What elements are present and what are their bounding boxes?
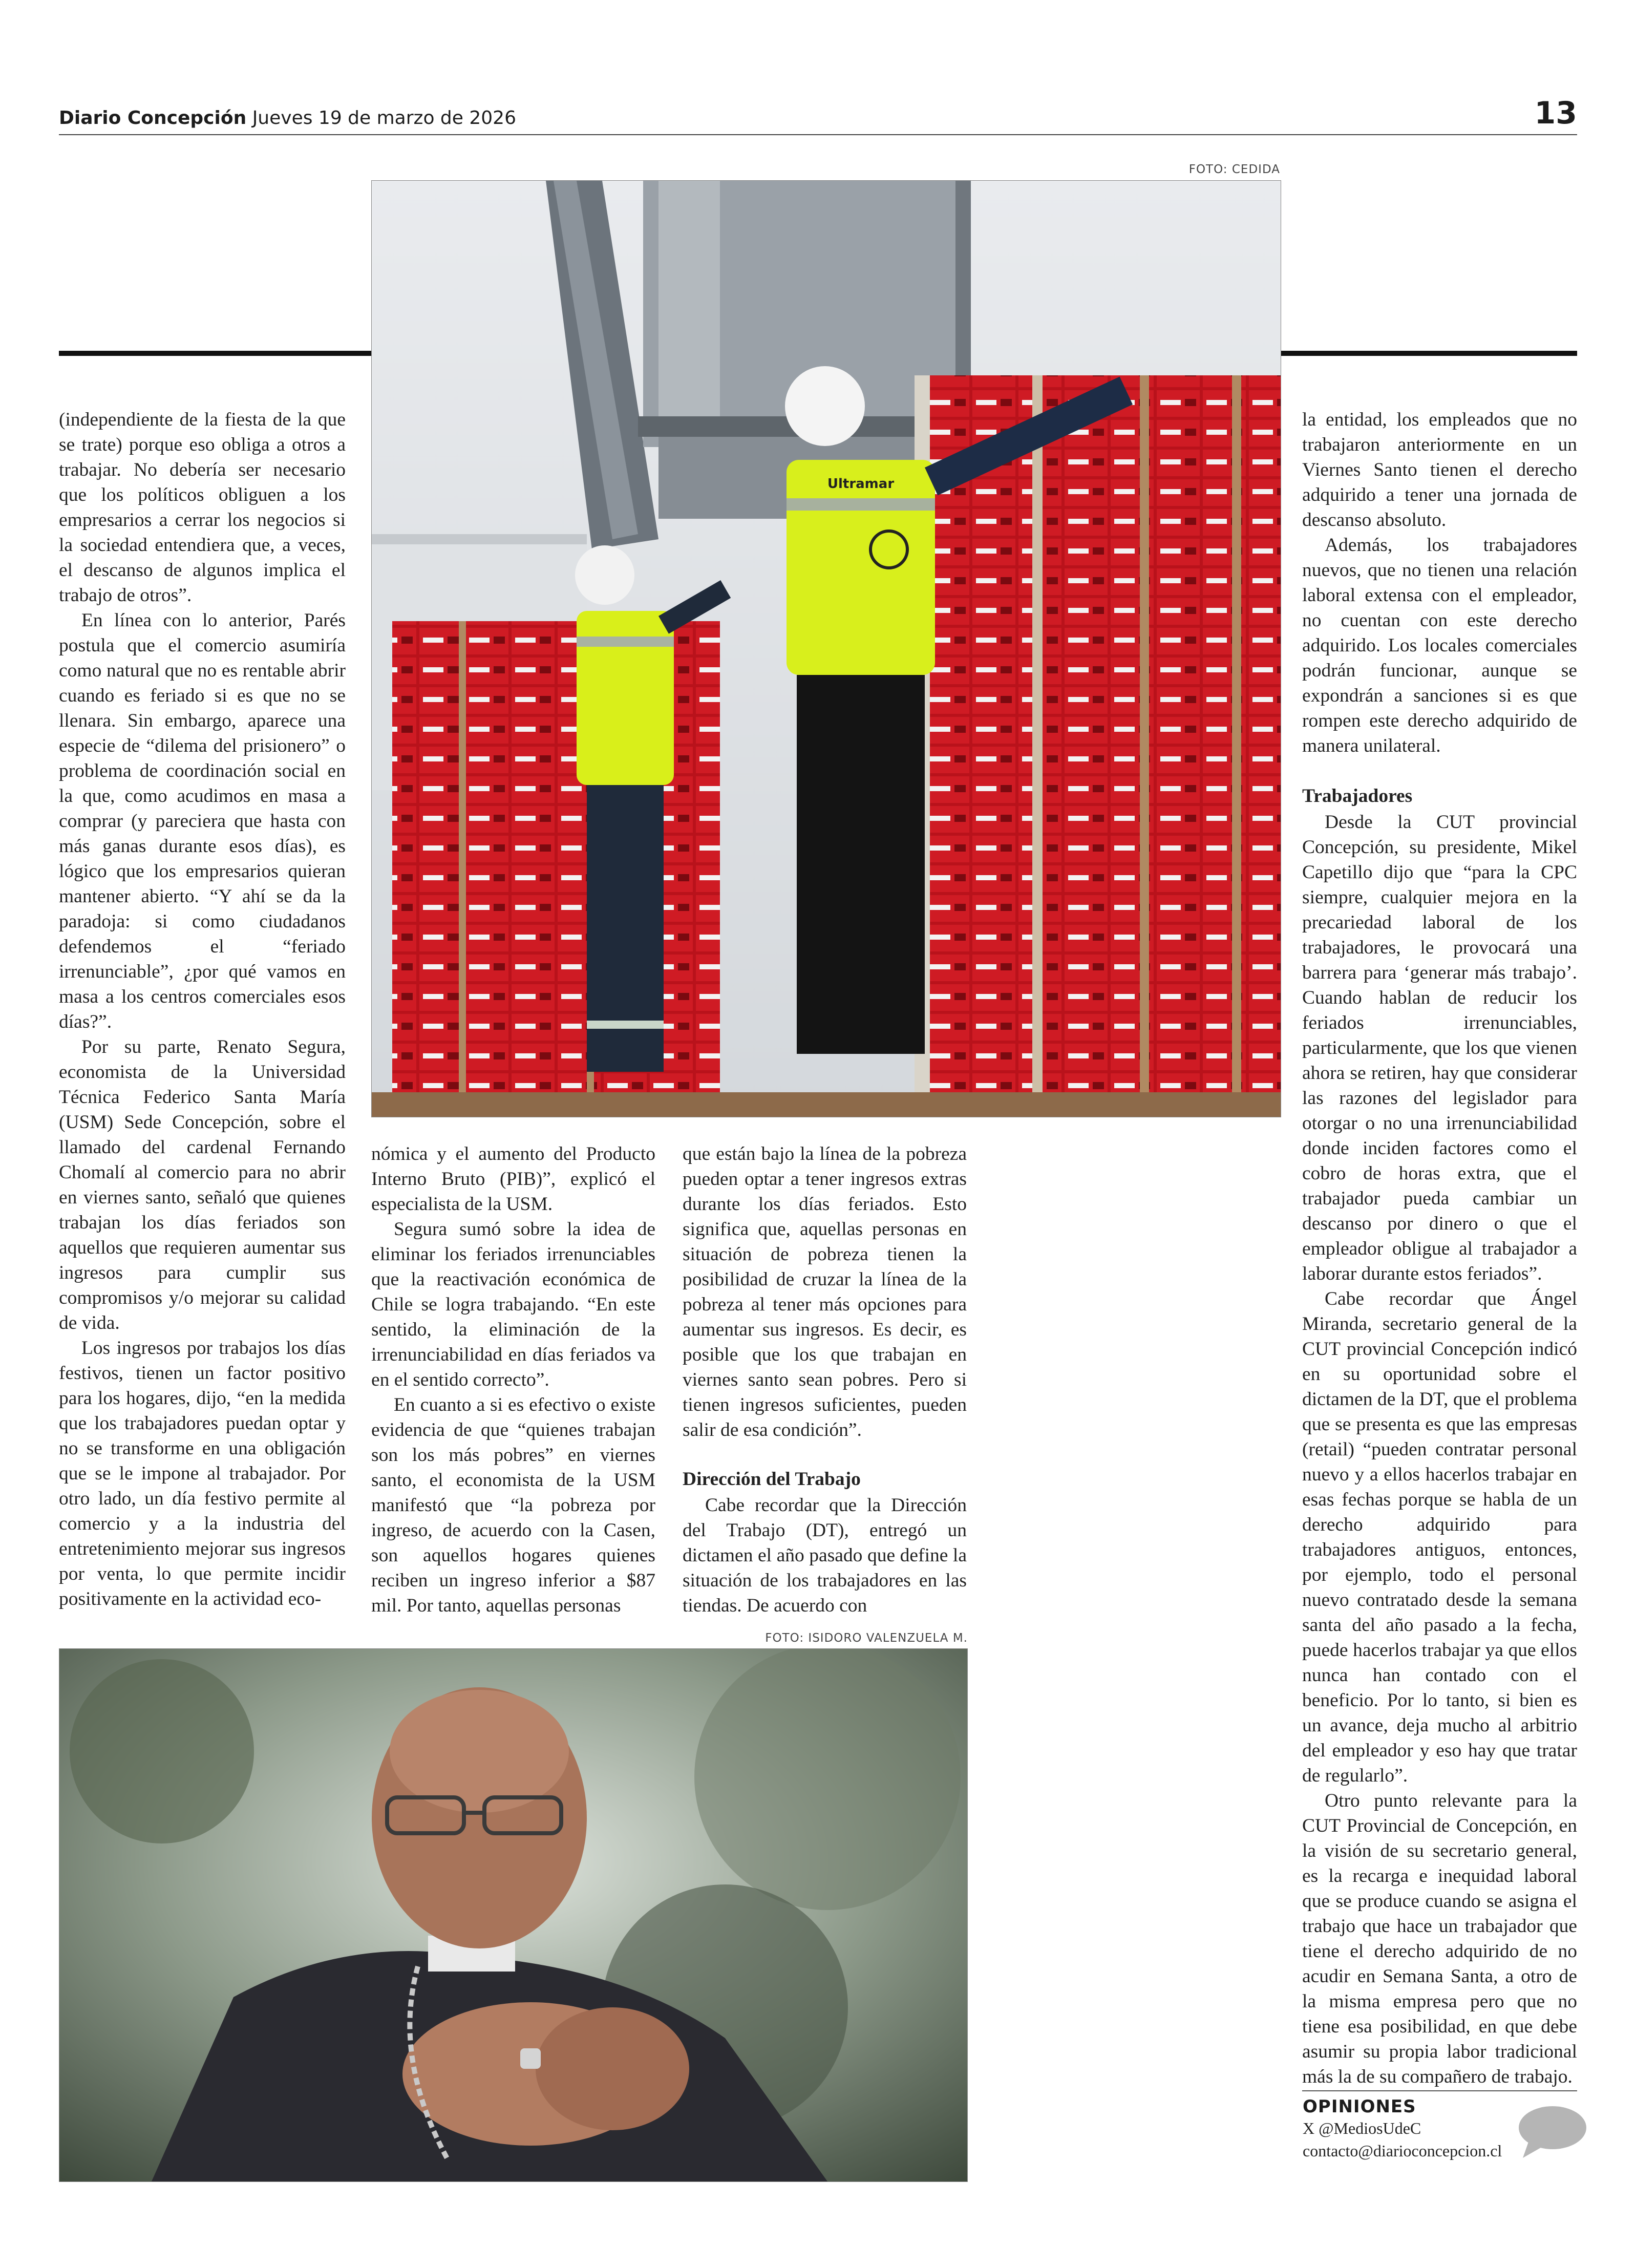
section-rule-right	[1280, 351, 1577, 356]
col4-paragraph: Otro punto relevante para la CUT Provincial de Concepción, en la visión de su secretario general, es la recarga e inequidad laboral que se produce cuando se asigna el trabajo que hace un trabajador que tiene el derecho adquirido de no acudir en Semana Santa, a otro de la misma empresa pero que no tiene esa posibilidad, en que debe asumir su propia labor tradicional más la de su compañero de trabajo.	[1302, 1790, 1577, 2087]
masthead	[59, 108, 516, 129]
col4-paragraph: Cabe recordar que Ángel Miranda, secretario general de la CUT provincial Concepción indicó en su oportunidad sobre el dictamen de la DT, que el problema que se presenta es que las empresas (retail) “pueden contratar personal nuevo y a ellos hacerlos trabajar en esas fechas porque se habla de un derecho adquirido para trabajadores antiguos, entonces, por ejemplo, todo el personal nuevo contratado desde la semana santa del año pasado a la fecha, puede hacerlos trabajar ya que ellos nunca han contado con el beneficio. Por lo tanto, si bien es un avance, deja mucho al arbitrio del empleador y eso hay que tratar de regularlo”.	[1302, 1288, 1577, 1786]
header-rule	[59, 134, 1577, 135]
article-column-3	[683, 1141, 967, 1618]
workers-loading-cargo-image	[372, 181, 1281, 1117]
col4-paragraph: Además, los trabajadores nuevos, que no tienen una relación laboral extensa con el empleador, no cuentan con este derecho adquirido. Los locales comerciales podrán funcionar, aunque se expondrán a sanciones si es que rompen este derecho adquirido de manera unilateral.	[1302, 535, 1577, 756]
speech-bubble-icon	[1516, 2105, 1587, 2161]
col4-paragraph: la entidad, los empleados que no trabajaron anteriormente en un Viernes Santo tienen el derecho adquirido a tener una jornada de descanso absoluto.	[1302, 409, 1577, 531]
contact-email-link[interactable]: contacto@diarioconcepcion.cl	[1303, 2142, 1502, 2160]
vest-logo-text: Ultramar	[827, 476, 895, 492]
bottom-photo-credit: FOTO: ISIDORO VALENZUELA M.	[765, 1631, 968, 1645]
article-column-4	[1302, 407, 1577, 2089]
page-number: 13	[1534, 95, 1577, 131]
subheading-direccion-del-trabajo: Dirección del Trabajo	[683, 1469, 861, 1490]
article-column-1	[59, 407, 346, 1612]
col3-paragraph: Cabe recordar que la Dirección del Trabajo (DT), entregó un dictamen el año pasado que define la situación de los trabajadores en las tiendas. De acuerdo con	[683, 1495, 967, 1616]
issue-date: Jueves 19 de marzo de 2026	[252, 108, 516, 129]
top-photo-workers	[371, 180, 1281, 1117]
opiniones-rule	[1302, 2090, 1577, 2091]
col1-paragraph: Los ingresos por trabajos los días festivos, tienen un factor positivo para los hogares, dijo, “en la medida que los trabajadores puedan optar y no se transforme en una obligación que se le impone al trabajador. Por otro lado, un día festivo permite al comercio y a la industria del entretenimiento mejorar sus ingresos por venta, lo que permite incidir positivamente en la actividad eco-	[59, 1338, 346, 1609]
twitter-handle-link[interactable]: X @MediosUdeC	[1303, 2119, 1421, 2137]
col4-paragraph: Desde la CUT provincial Concepción, su presidente, Mikel Capetillo dijo que “para la CPC siempre, cualquier mejora en la precariedad laboral de los trabajadores, le provocará una barrera para ‘generar más trabajo’. Cuando hablan de reducir los feriados irrenunciables, particularmente, que los que vienen ahora se retiren, hay que considerar las razones del legislador para otorgar o no una irrenunciabilidad donde inciden factores como el cobro de horas extra, que el trabajador pueda cambiar un descanso por dinero o que el empleador obligue al trabajador a laborar durante estos feriados”.	[1302, 812, 1577, 1284]
col2-paragraph: nómica y el aumento del Producto Interno Bruto (PIB)”, explicó el especialista de la USM.	[371, 1143, 655, 1215]
section-rule-left	[59, 351, 371, 356]
col1-paragraph: (independiente de la fiesta de la que se trate) porque eso obliga a otros a trabajar. No debería ser necesario que los políticos obliguen a los empresarios a cerrar los negocios si la sociedad entendiera que, a veces, el descanso de algunos implica el trabajo de otros”.	[59, 409, 346, 606]
col2-paragraph: Segura sumó sobre la idea de eliminar los feriados irrenunciables que la reactivación económica de Chile se logra trabajando. “En este sentido, la eliminación de la irrenunciabilidad en días feriados va en el sentido correcto”.	[371, 1219, 655, 1390]
cardinal-portrait-image	[59, 1649, 967, 2181]
subheading-trabajadores: Trabajadores	[1302, 786, 1413, 807]
top-photo-credit: FOTO: CEDIDA	[1188, 163, 1280, 176]
bottom-photo-cardinal	[59, 1648, 968, 2182]
publication-name: Diario Concepción	[59, 108, 247, 129]
col3-paragraph: que están bajo la línea de la pobreza pueden optar a tener ingresos extras durante los días feriados. Esto significa que, aquellas personas en situación de pobreza tienen la posibilidad de cruzar la línea de la pobreza al tener más opciones para aumentar sus ingresos. Es decir, es posible que los que trabajan en viernes santo sean pobres. Pero si tienen ingresos suficientes, pueden salir de esa condición”.	[683, 1143, 967, 1440]
col1-paragraph: En línea con lo anterior, Parés postula que el comercio asumiría como natural que no es rentable abrir cuando es feriado si es que no se llenara. Sin embargo, aparece una especie de “dilema del prisionero” o problema de coordinación social en la que, como acudimos en masa a comprar (y pareciera que hasta con más ganas durante esos días), es lógico que los empresarios quieran mantener abierto. “Y ahí se da la paradoja: si como ciudadanos defendemos el “feriado irrenunciable”, ¿por qué vamos en masa a los centros comerciales esos días?”.	[59, 610, 346, 1032]
col2-paragraph: En cuanto a si es efectivo o existe evidencia de que “quienes trabajan son los más pobres” en viernes santo, el economista de la USM manifestó que “la pobreza por ingreso, de acuerdo con la Casen, son aquellos hogares quienes reciben un ingreso inferior a $87 mil. Por tanto, aquellas personas	[371, 1394, 655, 1616]
article-column-2	[371, 1141, 655, 1618]
col1-paragraph: Por su parte, Renato Segura, economista de la Universidad Técnica Federico Santa María (USM) Sede Concepción, sobre el llamado del cardenal Fernando Chomalí al comercio para no abrir en viernes santo, señaló que quienes trabajan los días feriados son aquellos que requieren aumentar sus ingresos para cumplir sus compromisos y/o mejorar su calidad de vida.	[59, 1036, 346, 1333]
opiniones-title: OPINIONES	[1303, 2096, 1416, 2117]
